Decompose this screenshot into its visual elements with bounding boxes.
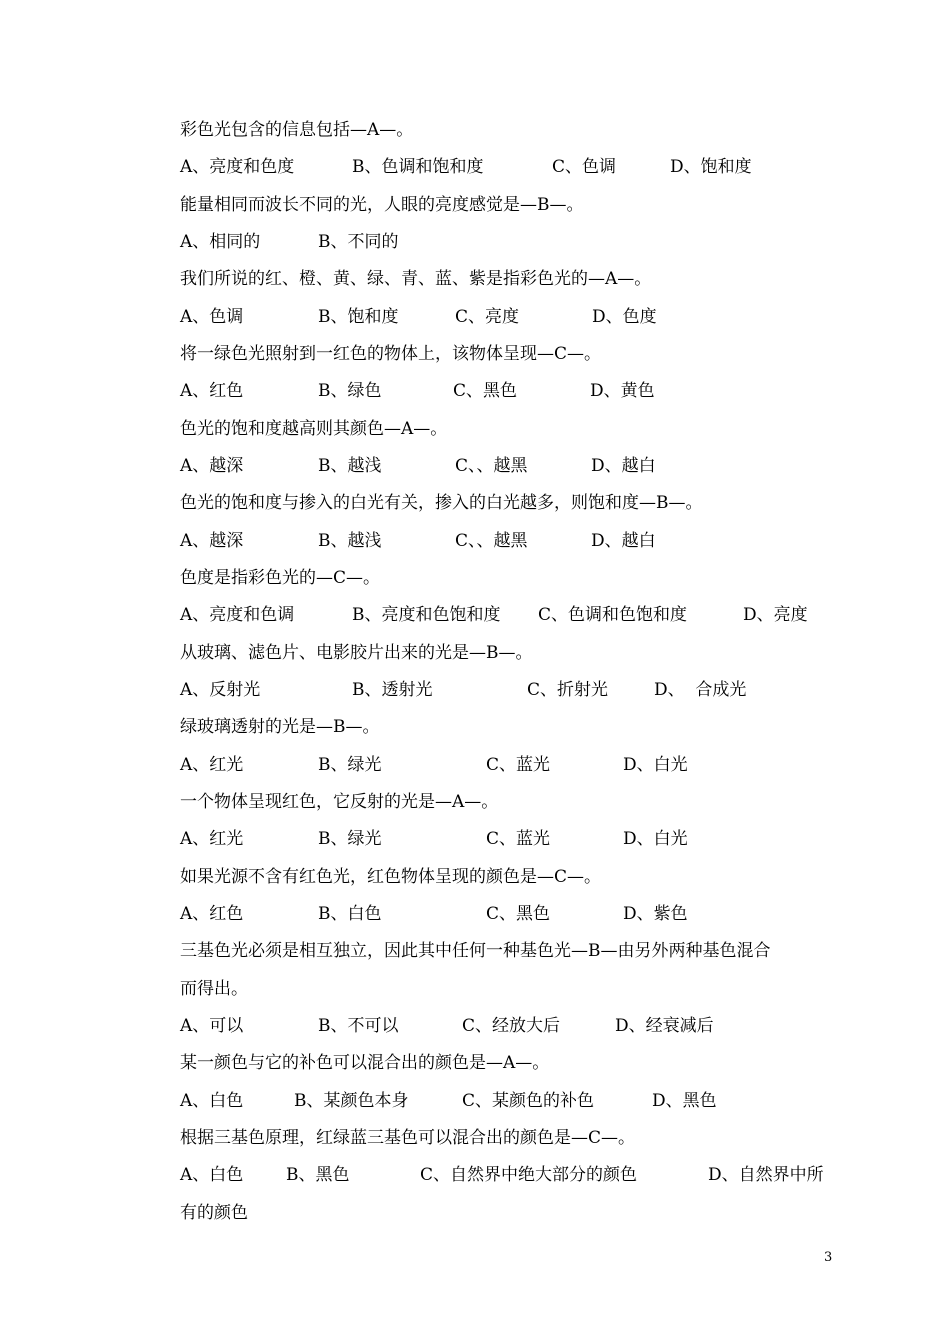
option-c: C、蓝光 xyxy=(486,755,551,775)
option-d: D、亮度 xyxy=(743,605,808,625)
option-a: A、越深 xyxy=(180,456,244,476)
question-12-stem-continued: 而得出。 xyxy=(180,979,248,999)
option-a: A、红色 xyxy=(180,381,244,401)
option-a: A、红光 xyxy=(180,829,244,849)
question-3-stem: 我们所说的红、橙、黄、绿、青、蓝、紫是指彩色光的—A—。 xyxy=(180,269,652,289)
option-b: B、亮度和色饱和度 xyxy=(352,605,501,625)
option-c: C、某颜色的补色 xyxy=(462,1091,595,1111)
option-b: B、色调和饱和度 xyxy=(352,157,484,177)
option-d: D、黄色 xyxy=(590,381,655,401)
option-a: A、白色 xyxy=(180,1091,244,1111)
option-c: C、黑色 xyxy=(486,904,551,924)
question-7-stem: 色度是指彩色光的—C—。 xyxy=(180,568,381,588)
option-d: D、紫色 xyxy=(623,904,688,924)
option-c: C、、越黑 xyxy=(455,456,528,476)
option-c: C、、越黑 xyxy=(455,531,528,551)
option-d: D、经衰减后 xyxy=(615,1016,714,1036)
option-d: D、自然界中所 xyxy=(708,1165,824,1185)
option-c: C、经放大后 xyxy=(462,1016,561,1036)
option-c: C、折射光 xyxy=(527,680,609,700)
option-d: D、越白 xyxy=(591,456,656,476)
option-c: C、亮度 xyxy=(455,307,520,327)
option-a: A、亮度和色度 xyxy=(180,157,295,177)
question-6-stem: 色光的饱和度与掺入的白光有关，掺入的白光越多，则饱和度—B—。 xyxy=(180,493,703,513)
question-14-option-continued: 有的颜色 xyxy=(180,1203,248,1223)
question-14-stem: 根据三基色原理，红绿蓝三基色可以混合出的颜色是—C—。 xyxy=(180,1128,636,1148)
option-b: B、不可以 xyxy=(318,1016,399,1036)
option-b: B、黑色 xyxy=(286,1165,350,1185)
option-a: A、可以 xyxy=(180,1016,244,1036)
option-d: D、白光 xyxy=(623,755,688,775)
question-1-stem: 彩色光包含的信息包括—A—。 xyxy=(180,120,414,140)
option-c: C、蓝光 xyxy=(486,829,551,849)
option-a: A、反射光 xyxy=(180,680,261,700)
option-a: A、白色 xyxy=(180,1165,244,1185)
option-c: C、色调和色饱和度 xyxy=(538,605,688,625)
option-b: B、白色 xyxy=(318,904,382,924)
question-9-stem: 绿玻璃透射的光是—B—。 xyxy=(180,717,380,737)
option-d: D、黑色 xyxy=(652,1091,717,1111)
option-d: D、 合成光 xyxy=(654,680,747,700)
question-2-stem: 能量相同而波长不同的光，人眼的亮度感觉是—B—。 xyxy=(180,195,584,215)
option-d: D、白光 xyxy=(623,829,688,849)
option-c: C、自然界中绝大部分的颜色 xyxy=(420,1165,638,1185)
option-d: D、色度 xyxy=(592,307,657,327)
option-c: C、黑色 xyxy=(453,381,518,401)
option-b: B、越浅 xyxy=(318,531,382,551)
option-d: D、饱和度 xyxy=(670,157,752,177)
question-10-stem: 一个物体呈现红色，它反射的光是—A—。 xyxy=(180,792,499,812)
question-4-stem: 将一绿色光照射到一红色的物体上，该物体呈现—C—。 xyxy=(180,344,602,364)
question-12-stem: 三基色光必须是相互独立，因此其中任何一种基色光—B—由另外两种基色混合 xyxy=(180,941,771,961)
question-8-stem: 从玻璃、滤色片、电影胶片出来的光是—B—。 xyxy=(180,643,533,663)
option-d: D、越白 xyxy=(591,531,656,551)
option-b: B、某颜色本身 xyxy=(294,1091,409,1111)
option-c: C、色调 xyxy=(552,157,617,177)
option-a: A、红色 xyxy=(180,904,244,924)
question-13-stem: 某一颜色与它的补色可以混合出的颜色是—A—。 xyxy=(180,1053,550,1073)
option-b: B、不同的 xyxy=(318,232,399,252)
question-11-stem: 如果光源不含有红色光，红色物体呈现的颜色是—C—。 xyxy=(180,867,602,887)
question-5-stem: 色光的饱和度越高则其颜色—A—。 xyxy=(180,419,448,439)
option-b: B、饱和度 xyxy=(318,307,399,327)
option-b: B、绿色 xyxy=(318,381,382,401)
option-a: A、亮度和色调 xyxy=(180,605,295,625)
option-b: B、绿光 xyxy=(318,829,382,849)
option-a: A、色调 xyxy=(180,307,244,327)
option-b: B、透射光 xyxy=(352,680,433,700)
option-b: B、越浅 xyxy=(318,456,382,476)
option-b: B、绿光 xyxy=(318,755,382,775)
option-a: A、越深 xyxy=(180,531,244,551)
page-number: 3 xyxy=(824,1250,833,1265)
option-a: A、红光 xyxy=(180,755,244,775)
option-a: A、相同的 xyxy=(180,232,261,252)
